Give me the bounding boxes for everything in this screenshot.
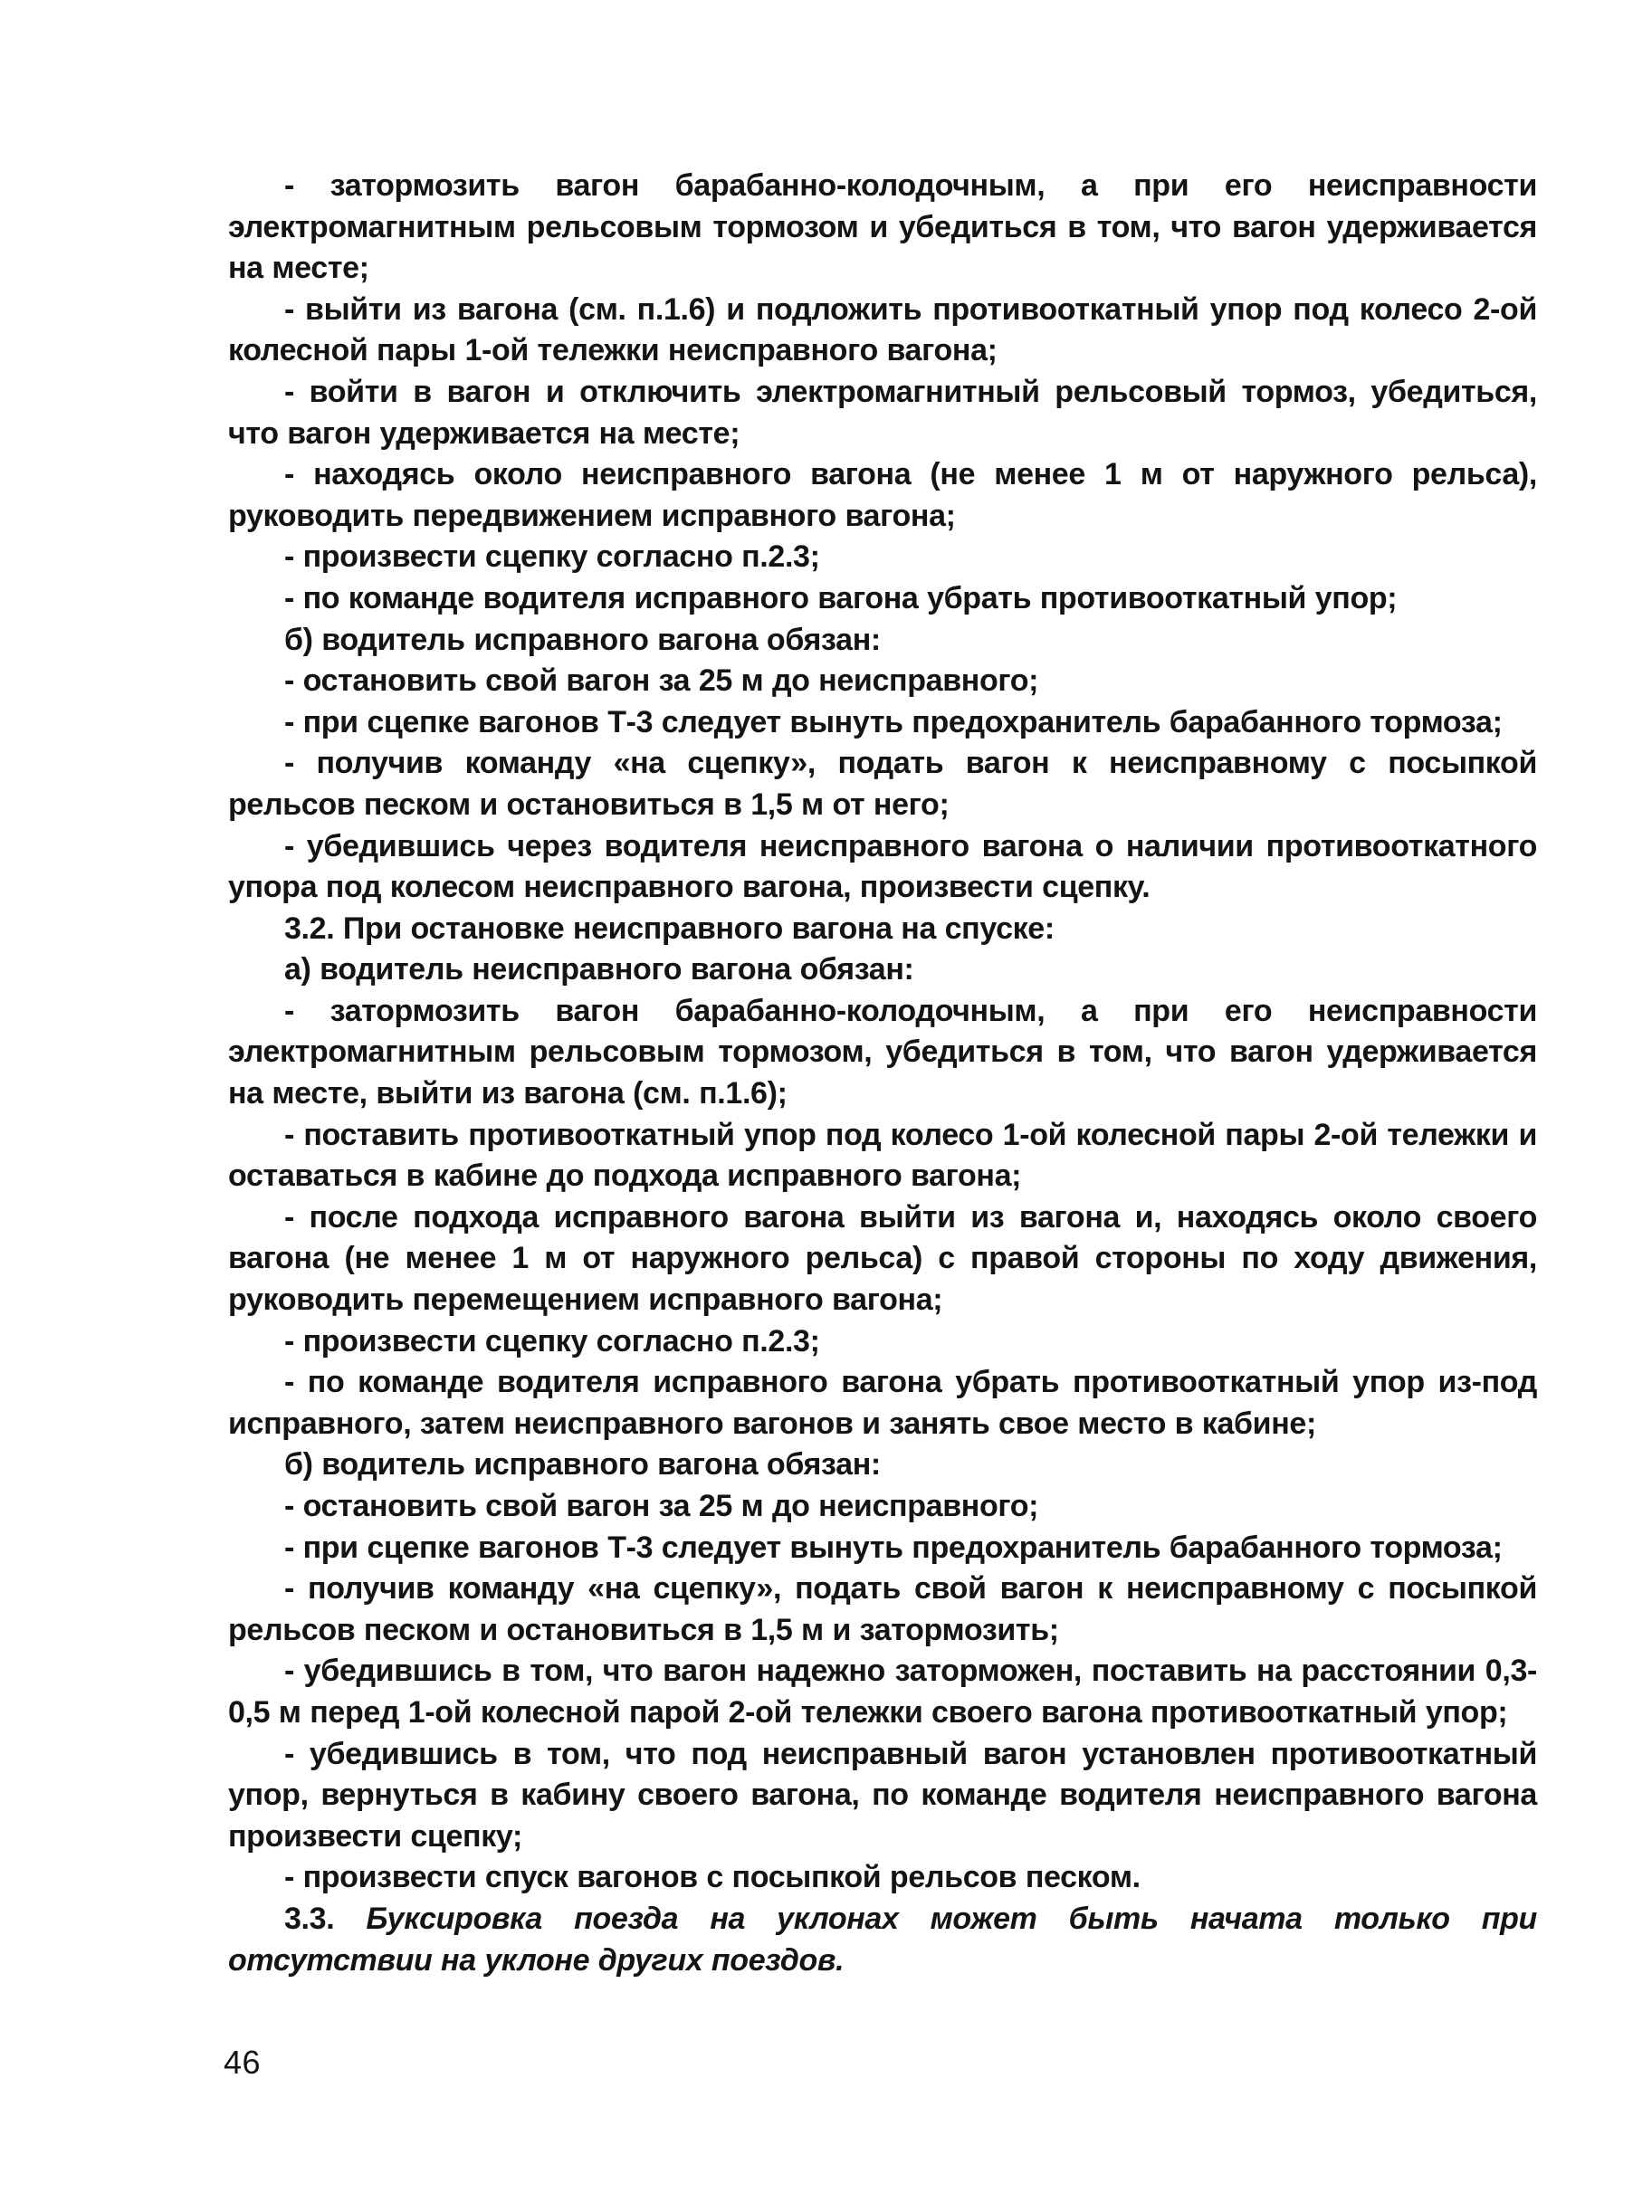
paragraph: б) водитель исправного вагона обязан:	[284, 1447, 881, 1483]
paragraph: а) водитель неисправного вагона обязан:	[284, 952, 914, 987]
paragraph: - по команде водителя исправного вагона убрать противооткатный упор;	[284, 580, 1398, 615]
paragraph: - затормозить вагон барабанно-колодочным, а при его неисправности электромагнитным рельсовым тормозом, убедиться в том, что вагон удерживается на месте, выйти из вагона (см. п.1.6);	[228, 993, 1537, 1111]
paragraph: - выйти из вагона (см. п.1.6) и подложить противооткатный упор под колесо 2-ой колесной пары 1-ой тележки неисправного вагона;	[228, 291, 1537, 368]
paragraph: - после подхода исправного вагона выйти из вагона и, находясь около своего вагона (не менее 1 м от наружного рельса) с правой стороны по ходу движения, руководить перемещением исправного вагона;	[228, 1199, 1537, 1318]
paragraph: - получив команду «на сцепку», подать свой вагон к неисправному с посыпкой рельсов песком и остановиться в 1,5 м и затормозить;	[228, 1571, 1537, 1647]
paragraph: - остановить свой вагон за 25 м до неисправного;	[284, 1489, 1039, 1523]
paragraph: - поставить противооткатный упор под колесо 1-ой колесной пары 2-ой тележки и оставаться в кабине до подхода исправного вагона;	[228, 1117, 1537, 1194]
paragraph: - находясь около неисправного вагона (не менее 1 м от наружного рельса), руководить передвижением исправного вагона;	[228, 457, 1537, 533]
paragraph: б) водитель исправного вагона обязан:	[284, 622, 881, 657]
paragraph: - убедившись через водителя неисправного вагона о наличии противооткатного упора под колесом неисправного вагона, произвести сцепку.	[228, 828, 1537, 905]
final-paragraph-text: Буксировка поезда на уклонах может быть начата только при отсутствии на уклоне других поездов.	[228, 1901, 1537, 1978]
paragraph: - затормозить вагон барабанно-колодочным, а при его неисправности электромагнитным рельсовым тормозом и убедиться в том, что вагон удерживается на месте;	[228, 168, 1537, 286]
paragraph: - получив команду «на сцепку», подать вагон к неисправному с посыпкой рельсов песком и остановиться в 1,5 м от него;	[228, 746, 1537, 822]
paragraph: - по команде водителя исправного вагона убрать противооткатный упор из-под исправного, затем неисправного вагонов и занять свое место в кабине;	[228, 1365, 1537, 1441]
paragraph: - убедившись в том, что под неисправный вагон установлен противооткатный упор, вернуться в кабину своего вагона, по команде водителя неисправного вагона произвести сцепку;	[228, 1736, 1537, 1854]
paragraph: - войти в вагон и отключить электромагнитный рельсовый тормоз, убедиться, что вагон удерживается на месте;	[228, 374, 1537, 451]
paragraph: - произвести сцепку согласно п.2.3;	[284, 1323, 820, 1359]
paragraph: - остановить свой вагон за 25 м до неисправного;	[284, 663, 1039, 699]
paragraph: - произвести сцепку согласно п.2.3;	[284, 539, 820, 575]
paragraph: - при сцепке вагонов Т-3 следует вынуть предохранитель барабанного тормоза;	[284, 1530, 1503, 1565]
page-number: 46	[224, 2044, 262, 2081]
paragraph: - убедившись в том, что вагон надежно заторможен, поставить на расстоянии 0,3-0,5 м перед 1-ой колесной парой 2-ой тележки своего вагона противооткатный упор;	[228, 1654, 1537, 1730]
section-heading: 3.2. При остановке неисправного вагона на спуске:	[284, 911, 1055, 946]
body-text	[228, 166, 1537, 1981]
paragraph: - произвести спуск вагонов с посыпкой рельсов песком.	[284, 1860, 1141, 1895]
final-paragraph-number: 3.3.	[284, 1901, 335, 1936]
final-paragraph	[228, 1899, 1537, 1981]
paragraph: - при сцепке вагонов Т-3 следует вынуть предохранитель барабанного тормоза;	[284, 704, 1503, 739]
